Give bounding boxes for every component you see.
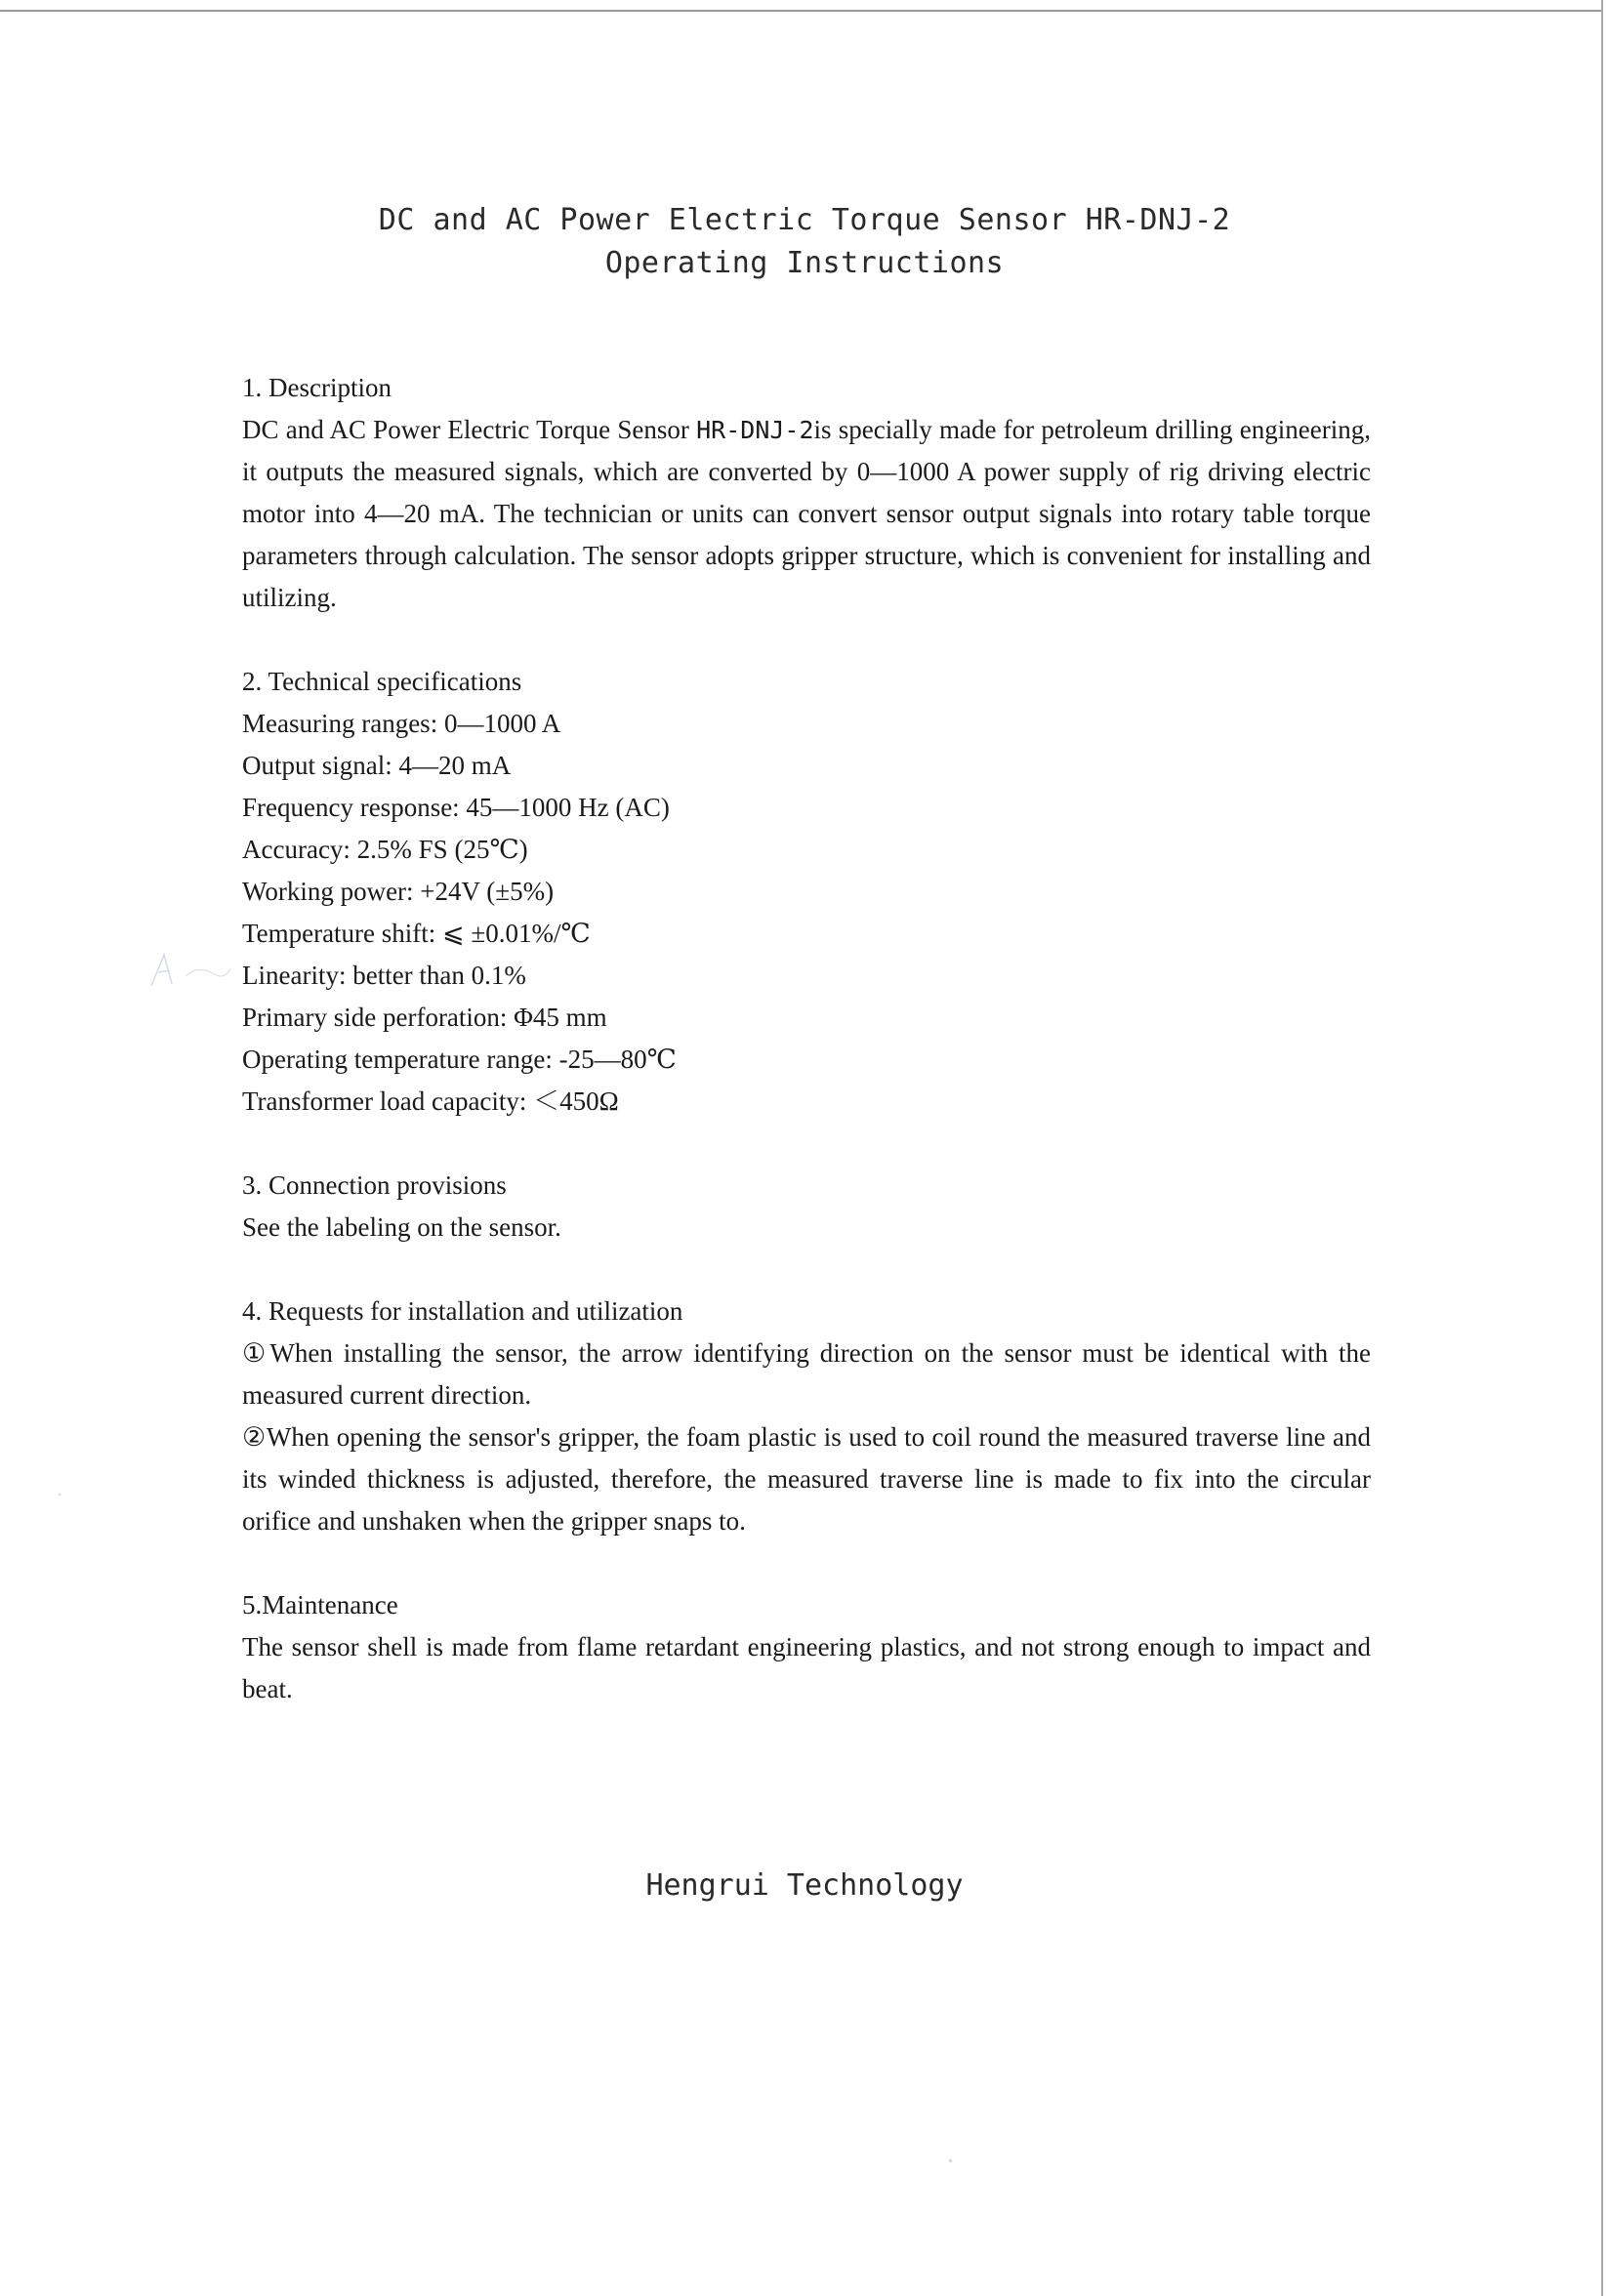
spec-linearity: Linearity: better than 0.1% xyxy=(242,961,526,990)
spec-primary-perforation: Primary side perforation: Φ45 mm xyxy=(242,1003,607,1032)
section-heading: 5.Maintenance xyxy=(242,1590,398,1620)
scan-edge-top xyxy=(0,10,1601,12)
scan-edge-right xyxy=(1601,0,1603,2296)
spec-working-power: Working power: +24V (±5%) xyxy=(242,877,555,906)
spec-operating-temperature: Operating temperature range: -25—80℃ xyxy=(242,1045,677,1074)
spec-load-capacity: Transformer load capacity: ＜450Ω xyxy=(242,1086,619,1116)
section-heading: 3. Connection provisions xyxy=(242,1170,507,1200)
scan-speck xyxy=(949,2159,952,2162)
section-description xyxy=(242,367,1371,619)
connection-text: See the labeling on the sensor. xyxy=(242,1212,561,1242)
title-line-1: DC and AC Power Electric Torque Sensor HR-DNJ-2 xyxy=(378,203,1231,237)
section-heading: 4. Requests for installation and utilization xyxy=(242,1296,683,1326)
section-specifications xyxy=(242,661,1371,1123)
section-connection xyxy=(242,1165,1371,1249)
installation-item-1: ①When installing the sensor, the arrow identifying direction on the sensor must be identical with the measured current direction. xyxy=(242,1338,1371,1410)
description-text-post: is specially made for petroleum drilling engineering, it outputs the measured signals, which are converted by 0—1000 A power supply of rig driving electric motor into 4—20 mA. The technician or units can convert sensor output signals into rotary table torque parameters through calculation. The sensor adopts gripper structure, which is convenient for installing and utilizing. xyxy=(242,415,1371,612)
section-heading: 2. Technical specifications xyxy=(242,667,522,696)
maintenance-text: The sensor shell is made from flame retardant engineering plastics, and not strong enough to impact and beat. xyxy=(242,1632,1371,1703)
model-number: HR-DNJ-2 xyxy=(696,416,814,444)
installation-item-2: ②When opening the sensor's gripper, the foam plastic is used to coil round the measured traverse line and its winded thickness is adjusted, therefore, the measured traverse line is made to fix into the circular orifice and unshaken when the gripper snaps to. xyxy=(242,1422,1371,1536)
spec-measuring-range: Measuring ranges: 0—1000 A xyxy=(242,709,561,738)
spec-frequency-response: Frequency response: 45—1000 Hz (AC) xyxy=(242,793,670,822)
section-heading: 1. Description xyxy=(242,373,392,402)
section-maintenance xyxy=(242,1584,1371,1710)
title-line-2: Operating Instructions xyxy=(604,246,1005,280)
company-name: Hengrui Technology xyxy=(645,1868,964,1903)
section-installation xyxy=(242,1291,1371,1542)
spec-accuracy: Accuracy: 2.5% FS (25℃) xyxy=(242,835,528,864)
spec-output-signal: Output signal: 4—20 mA xyxy=(242,751,512,780)
document-body xyxy=(242,367,1371,1752)
description-paragraph xyxy=(242,409,1371,619)
spec-temperature-shift: Temperature shift: ⩽ ±0.01%/℃ xyxy=(242,919,591,948)
description-text-pre: DC and AC Power Electric Torque Sensor xyxy=(242,415,697,444)
scan-speck xyxy=(59,1494,61,1496)
page-title xyxy=(0,199,1609,285)
faint-pencil-mark xyxy=(146,947,234,996)
